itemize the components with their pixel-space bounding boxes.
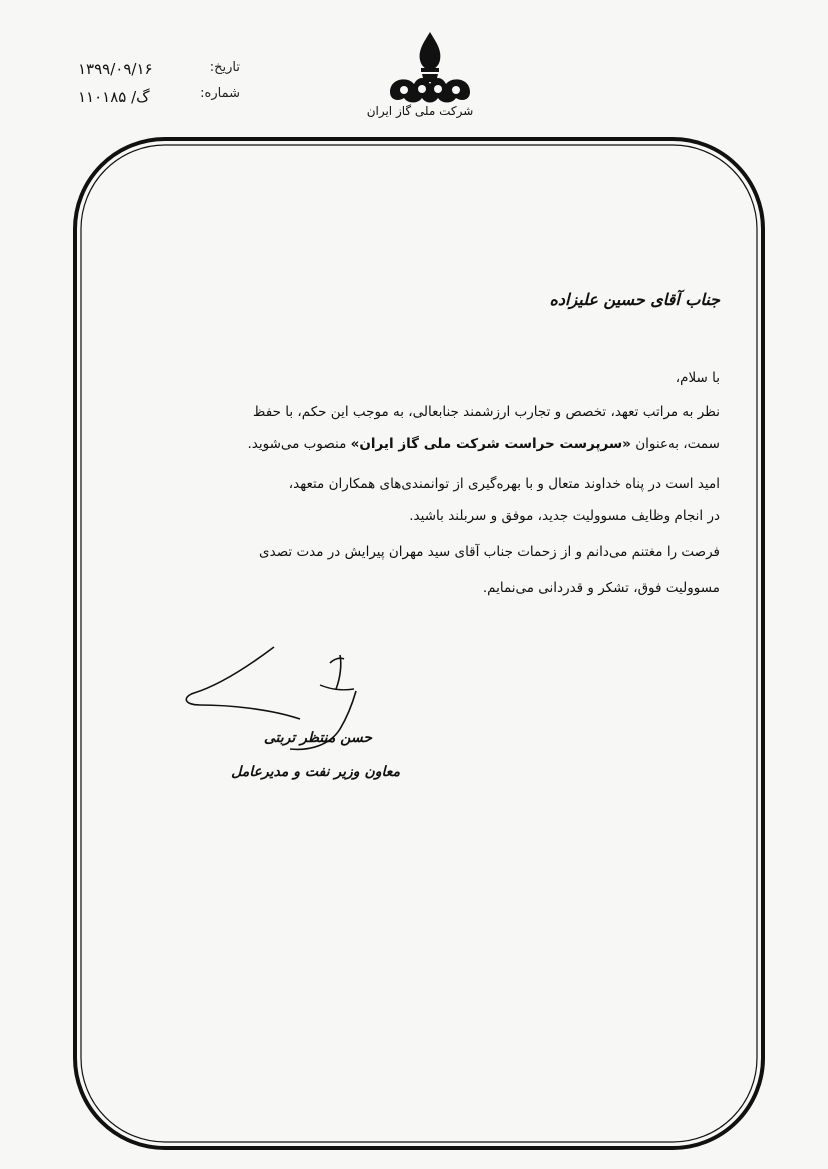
letter-border-frame bbox=[72, 136, 766, 1151]
appointment-suffix: منصوب می‌شوید. bbox=[247, 436, 351, 452]
paragraph-1-line-2 bbox=[247, 436, 720, 452]
signer-name: حسن منتظر تربتی bbox=[263, 730, 372, 746]
appointment-prefix: سمت، به‌عنوان bbox=[630, 436, 720, 452]
paragraph-3-line-2: مسوولیت فوق، تشکر و قدردانی می‌نمایم. bbox=[482, 580, 720, 596]
recipient-salutation: جناب آقای حسین علیزاده bbox=[549, 290, 720, 309]
date-value: ۱۳۹۹/۰۹/۱۶ bbox=[78, 60, 153, 78]
greeting: با سلام، bbox=[675, 370, 720, 386]
paragraph-3-line-1: فرصت را مغتنم می‌دانم و از زحمات جناب آقای سید مهران پیرایش در مدت تصدی bbox=[259, 544, 720, 560]
number-label: شماره: bbox=[200, 86, 240, 101]
appointment-position: «سرپرست حراست شرکت ملی گاز ایران» bbox=[350, 436, 631, 452]
paragraph-1-line-1: نظر به مراتب تعهد، تخصص و تجارب ارزشمند جنابعالی، به موجب این حکم، با حفظ bbox=[252, 404, 720, 420]
date-label: تاریخ: bbox=[209, 60, 240, 75]
company-name: شرکت ملی گاز ایران bbox=[366, 104, 474, 118]
paragraph-2-line-1: امید است در پناه خداوند متعال و با بهره‌گیری از توانمندی‌های همکاران متعهد، bbox=[288, 476, 720, 492]
paragraph-2-line-2: در انجام وظایف مسوولیت جدید، موفق و سربلند باشید. bbox=[409, 508, 720, 524]
number-value: ۱۱۰۱۸۵ /گ bbox=[78, 88, 150, 106]
signer-title: معاون وزیر نفت و مدیرعامل bbox=[231, 764, 400, 780]
